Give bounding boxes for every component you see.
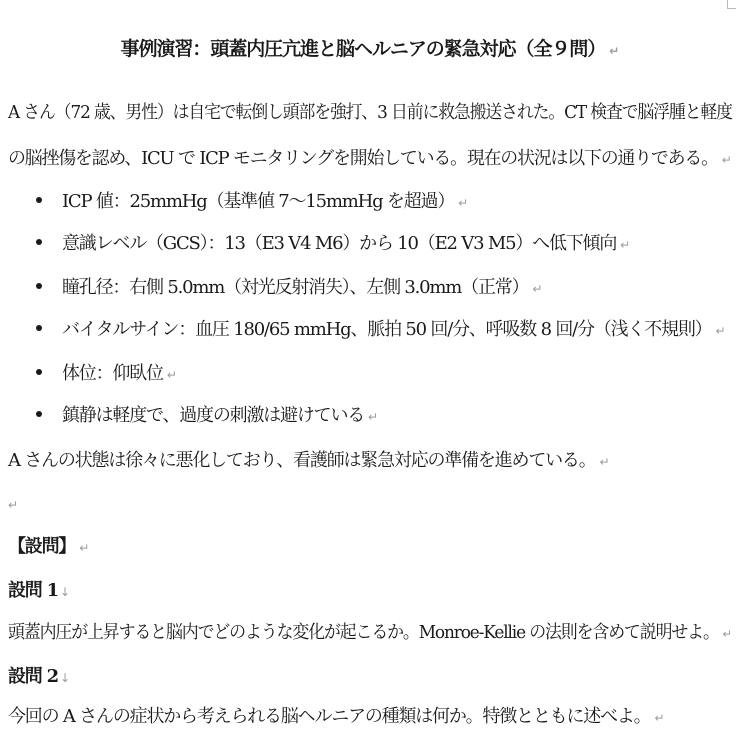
question-text (8, 706, 665, 729)
status-item-text: ICP 値：25mmHg（基準値 7～15mmHg を超過） (62, 191, 455, 212)
line-break-mark: ↓ (60, 671, 71, 685)
paragraph-mark: ↵ (722, 627, 733, 641)
closing-paragraph (8, 450, 610, 473)
intro-text-2: の脳挫傷を認め、ICU で ICP モニタリングを開始している。現在の状況は以下の通りである。 (8, 148, 718, 169)
paragraph-mark: ↵ (458, 196, 469, 210)
paragraph-mark: ↵ (609, 44, 620, 58)
question-label-text: 設問 2 (8, 666, 58, 687)
question-text (8, 622, 732, 645)
status-item-text: 瞳孔径：右側 5.0mm（対光反射消失）、左側 3.0mm（正常） (62, 277, 529, 298)
status-item (36, 405, 378, 428)
line-break-mark: ↓ (60, 585, 71, 599)
bullet-icon (36, 239, 42, 245)
document-title (8, 38, 732, 62)
status-item (36, 277, 542, 300)
status-item (36, 319, 726, 342)
question-body: 今回の A さんの症状から考えられる脳ヘルニアの種類は何か。特徴とともに述べよ。 (8, 706, 651, 727)
title-text: 事例演習：頭蓋内圧亢進と脳ヘルニアの緊急対応（全９問） (120, 38, 606, 60)
question-label-text: 設問 1 (8, 580, 58, 601)
section-heading (8, 536, 89, 559)
question-label (8, 580, 70, 603)
status-item (36, 191, 468, 214)
status-item-text: バイタルサイン：血圧 180/65 mmHg、脈拍 50 回/分、呼吸数 8 回/分（浅く不規則） (62, 319, 712, 340)
bullet-icon (36, 283, 42, 289)
paragraph-mark: ↵ (532, 282, 543, 296)
bullet-icon (36, 369, 42, 375)
paragraph-mark: ↵ (79, 541, 90, 555)
bullet-icon (36, 197, 42, 203)
bullet-icon (36, 411, 42, 417)
paragraph-mark: ↵ (368, 410, 379, 424)
intro-line-1 (8, 102, 732, 124)
paragraph-mark: ↵ (715, 324, 726, 338)
paragraph-mark: ↵ (8, 498, 19, 512)
section-heading-text: 【設問】 (8, 536, 76, 557)
status-item (36, 363, 177, 386)
paragraph-mark: ↵ (620, 238, 631, 252)
bullet-icon (36, 325, 42, 331)
status-item-text: 意識レベル（GCS）：13（E3 V4 M6）から 10（E2 V3 M5）へ低下傾向 (62, 233, 617, 254)
empty-paragraph (8, 493, 18, 516)
paragraph-mark: ↵ (654, 711, 665, 725)
status-item (36, 233, 630, 256)
status-item-text: 体位：仰臥位 (62, 363, 163, 384)
intro-text-1: A さん（72 歳、男性）は自宅で転倒し頭部を強打、3 日前に救急搬送された。CT 検査で脳浮腫と軽度 (8, 102, 732, 123)
intro-line-2 (8, 148, 732, 171)
question-label (8, 666, 70, 689)
status-item-text: 鎮静は軽度で、過度の刺激は避けている (62, 405, 365, 426)
paragraph-mark: ↵ (721, 153, 732, 167)
closing-text: A さんの状態は徐々に悪化しており、看護師は緊急対応の準備を進めている。 (8, 450, 596, 471)
paragraph-mark: ↵ (166, 368, 177, 382)
paragraph-mark: ↵ (599, 455, 610, 469)
question-body: 頭蓋内圧が上昇すると脳内でどのような変化が起こるか。Monroe-Kellie の法則を含めて説明せよ。 (8, 622, 719, 643)
page-corner-mark (727, 0, 736, 9)
